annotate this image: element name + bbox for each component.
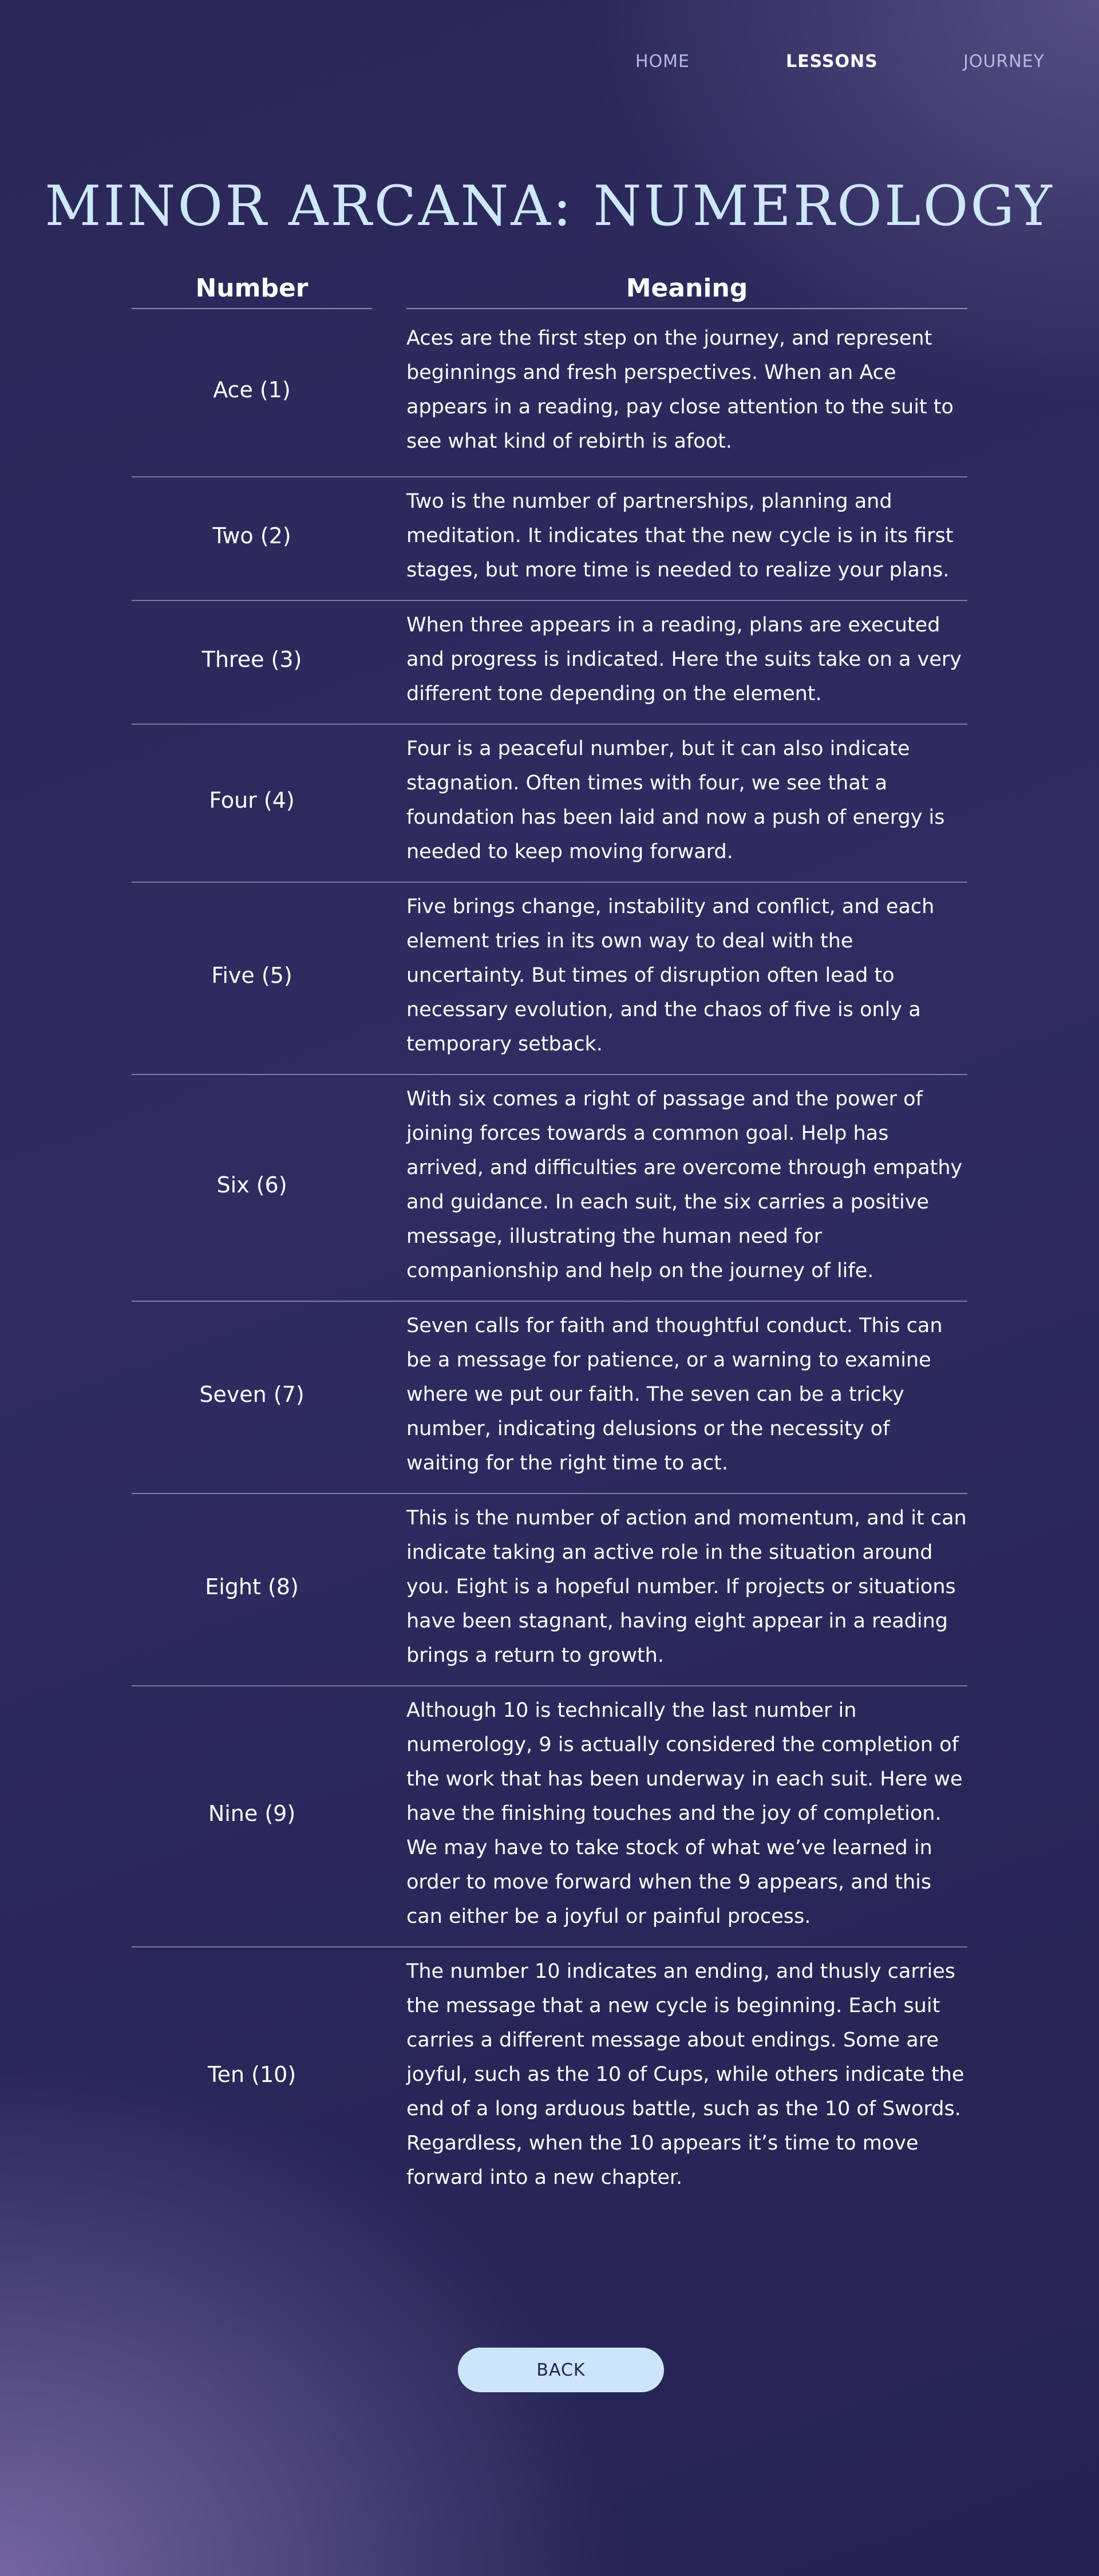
row-meaning: Four is a peaceful number, but it can also indicate stagnation. Often times with four, we see that a foundation has been laid and now a push of energy is needed to keep moving forward. (406, 737, 945, 863)
table-row (132, 1302, 967, 1494)
nav-home-link[interactable]: HOME (635, 52, 690, 72)
row-meaning: Five brings change, instability and conflict, and each element tries in its own way to deal with the uncertainty. But times of disruption often lead to necessary evolution, and the chaos of five is only a temporary setback. (406, 895, 935, 1056)
row-number: Two (2) (212, 523, 291, 548)
table-row (132, 725, 967, 883)
row-meaning: With six comes a right of passage and the power of joining forces towards a common goal. Help has arrived, and difficulties are overcome through empathy and guidance. In each suit, the six carries a positive message, illustrating the human need for companionship and help on the journey of life. (406, 1088, 963, 1282)
row-meaning: Seven calls for faith and thoughtful conduct. This can be a message for patience, or a warning to examine where we put our faith. The seven can be a tricky number, indicating delusions or the necessity of waiting for the right time to act. (406, 1314, 943, 1475)
table-row (132, 309, 967, 477)
row-number: Six (6) (216, 1172, 287, 1198)
table-row (132, 601, 967, 725)
row-meaning: When three appears in a reading, plans are executed and progress is indicated. Here the suits take on a very different tone depending on the element. (406, 614, 962, 705)
table-row (132, 1686, 967, 1947)
table-row (132, 1075, 967, 1302)
table-row (132, 477, 967, 601)
table-row (132, 1947, 967, 2207)
nav-lessons-link[interactable]: LESSONS (786, 52, 878, 72)
table-body (132, 309, 967, 2207)
row-number: Ten (10) (207, 2062, 297, 2087)
number-column-header: Number (132, 269, 372, 309)
row-meaning: Two is the number of partnerships, planning and meditation. It indicates that the new cycle is in its first stages, but more time is needed to realize your plans. (406, 490, 954, 582)
row-number: Four (4) (209, 788, 295, 813)
table-row (132, 883, 967, 1075)
back-button[interactable]: BACK (458, 2348, 664, 2392)
row-meaning: The number 10 indicates an ending, and thusly carries the message that a new cycle is beginning. Each suit carries a different message about endings. Some are joyful, such as the 10 of Cups, while others indicate the end of a long arduous battle, such as the 10 of Swords. Regardless, when the 10 appears it’s time to move forward into a new chapter. (406, 1960, 964, 2189)
table-header-row (132, 269, 967, 309)
row-number: Three (3) (201, 647, 302, 672)
row-number: Five (5) (211, 963, 292, 988)
meaning-column-header: Meaning (406, 269, 967, 309)
row-number: Ace (1) (213, 377, 291, 402)
top-nav (0, 52, 1099, 74)
page-title: MINOR ARCANA: NUMEROLOGY (45, 174, 1054, 238)
numerology-table (132, 269, 967, 2207)
row-meaning: Although 10 is technically the last number in numerology, 9 is actually considered the completion of the work that has been underway in each suit. Here we have the finishing touches and the joy of completion. We may have to take stock of what we’ve learned in order to move forward when the 9 appears, and this can either be a joyful or painful process. (406, 1699, 963, 1928)
row-number: Seven (7) (199, 1382, 305, 1407)
row-number: Eight (8) (205, 1574, 299, 1599)
row-number: Nine (9) (208, 1801, 296, 1826)
nav-journey-link[interactable]: JOURNEY (963, 52, 1045, 72)
table-row (132, 1494, 967, 1686)
row-meaning: This is the number of action and momentum, and it can indicate taking an active role in the situation around you. Eight is a hopeful number. If projects or situations have been stagnant, having eight appear in a reading brings a return to growth. (406, 1507, 967, 1667)
row-meaning: Aces are the first step on the journey, and represent beginnings and fresh perspectives. When an Ace appears in a reading, pay close attention to the suit to see what kind of rebirth is afoot. (406, 327, 954, 453)
